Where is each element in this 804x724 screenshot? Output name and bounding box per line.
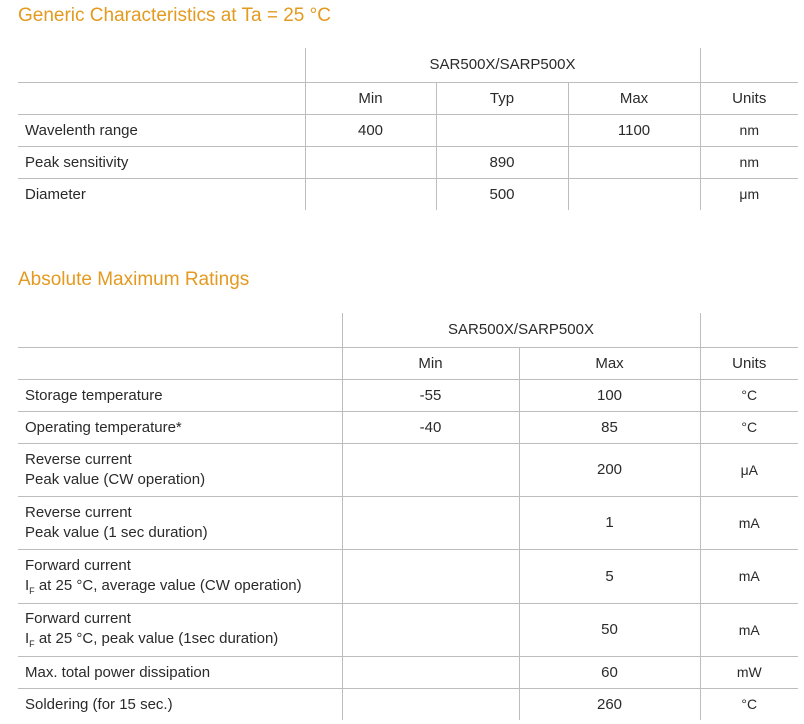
max-cell: 5 xyxy=(519,549,700,603)
param-line-2-text: at 25 °C, peak value (1sec duration) xyxy=(34,630,279,647)
min-cell xyxy=(342,443,519,496)
generic-characteristics-table xyxy=(18,48,798,210)
max-cell: 1100 xyxy=(568,114,700,146)
typ-cell: 500 xyxy=(436,178,568,210)
units-cell: mA xyxy=(700,549,798,603)
param-cell xyxy=(18,603,342,656)
current-subscript: F xyxy=(29,639,35,649)
absolute-maximum-ratings-title: Absolute Maximum Ratings xyxy=(18,269,250,290)
param-cell: Max. total power dissipation xyxy=(18,656,342,688)
table-row xyxy=(18,114,798,146)
min-cell: -40 xyxy=(342,411,519,443)
units-cell: μA xyxy=(700,443,798,496)
col-header-min: Min xyxy=(342,347,519,379)
units-cell: °C xyxy=(700,411,798,443)
param-line-2-text: at 25 °C, average value (CW operation) xyxy=(34,576,302,594)
generic-characteristics-title: Generic Characteristics at Ta = 25 °C xyxy=(18,5,331,26)
table-row xyxy=(18,146,798,178)
header-blank xyxy=(18,82,305,114)
table-row xyxy=(18,411,798,443)
col-header-min: Min xyxy=(305,82,436,114)
units-cell: mW xyxy=(700,656,798,688)
max-cell: 100 xyxy=(519,379,700,411)
table-row xyxy=(18,656,798,688)
units-cell: mA xyxy=(700,496,798,549)
current-subscript: F xyxy=(29,585,35,596)
max-cell: 1 xyxy=(519,496,700,549)
param-cell: Diameter xyxy=(25,185,86,203)
min-cell xyxy=(342,496,519,549)
param-cell: Peak sensitivity xyxy=(18,146,305,178)
table-row xyxy=(18,443,798,496)
col-header-typ: Typ xyxy=(436,82,568,114)
units-cell: mA xyxy=(700,603,798,656)
param-cell: Wavelenth range xyxy=(18,114,305,146)
table-row xyxy=(18,688,798,720)
units-cell: °C xyxy=(700,688,798,720)
units-cell: nm xyxy=(700,146,798,178)
typ-cell xyxy=(436,114,568,146)
units-cell: °C xyxy=(700,379,798,411)
min-cell xyxy=(342,656,519,688)
units-cell: nm xyxy=(700,114,798,146)
max-cell: 50 xyxy=(519,603,700,656)
max-cell: 60 xyxy=(519,656,700,688)
param-line-1: Reverse current xyxy=(25,503,132,521)
col-header-max: Max xyxy=(519,347,700,379)
min-cell xyxy=(342,549,519,603)
col-header-units: Units xyxy=(700,82,798,114)
min-cell xyxy=(305,146,436,178)
max-cell: 260 xyxy=(519,688,700,720)
max-cell: 200 xyxy=(519,443,700,496)
param-line-1: Forward current xyxy=(25,610,131,627)
table-row xyxy=(18,379,798,411)
param-cell xyxy=(18,496,342,549)
param-cell: Storage temperature xyxy=(18,379,342,411)
header-blank xyxy=(18,347,342,379)
param-line-2: Peak value (1 sec duration) xyxy=(25,523,208,541)
min-cell xyxy=(342,688,519,720)
min-cell xyxy=(342,603,519,656)
header-blank xyxy=(700,313,798,347)
param-line-1: Forward current xyxy=(25,556,131,574)
param-line-2: Peak value (CW operation) xyxy=(25,470,206,488)
table-row xyxy=(18,496,798,549)
param-line-1: Reverse current xyxy=(25,450,132,468)
col-header-max: Max xyxy=(568,82,700,114)
param-line-2 xyxy=(25,629,342,650)
min-cell: 400 xyxy=(305,114,436,146)
param-cell xyxy=(18,443,342,496)
current-symbol: I xyxy=(25,576,30,594)
table-row xyxy=(18,549,798,603)
param-line-2 xyxy=(25,576,342,597)
min-cell: -55 xyxy=(342,379,519,411)
typ-cell: 890 xyxy=(436,146,568,178)
max-cell: 85 xyxy=(519,411,700,443)
param-cell: Soldering (for 15 sec.) xyxy=(25,695,173,713)
header-blank xyxy=(18,48,305,82)
group-header: SAR500X/SARP500X xyxy=(342,313,700,347)
absolute-maximum-ratings-table xyxy=(18,313,798,720)
table-row xyxy=(18,178,798,210)
table-row xyxy=(18,603,798,656)
max-cell xyxy=(568,146,700,178)
current-symbol: I xyxy=(25,630,30,647)
param-cell: Operating temperature* xyxy=(18,411,342,443)
header-blank xyxy=(700,48,798,82)
param-cell xyxy=(18,549,342,603)
col-header-units: Units xyxy=(700,347,798,379)
min-cell xyxy=(305,178,436,210)
header-blank xyxy=(18,313,342,347)
group-header: SAR500X/SARP500X xyxy=(305,48,700,82)
max-cell xyxy=(568,178,700,210)
units-cell: μm xyxy=(700,178,798,210)
